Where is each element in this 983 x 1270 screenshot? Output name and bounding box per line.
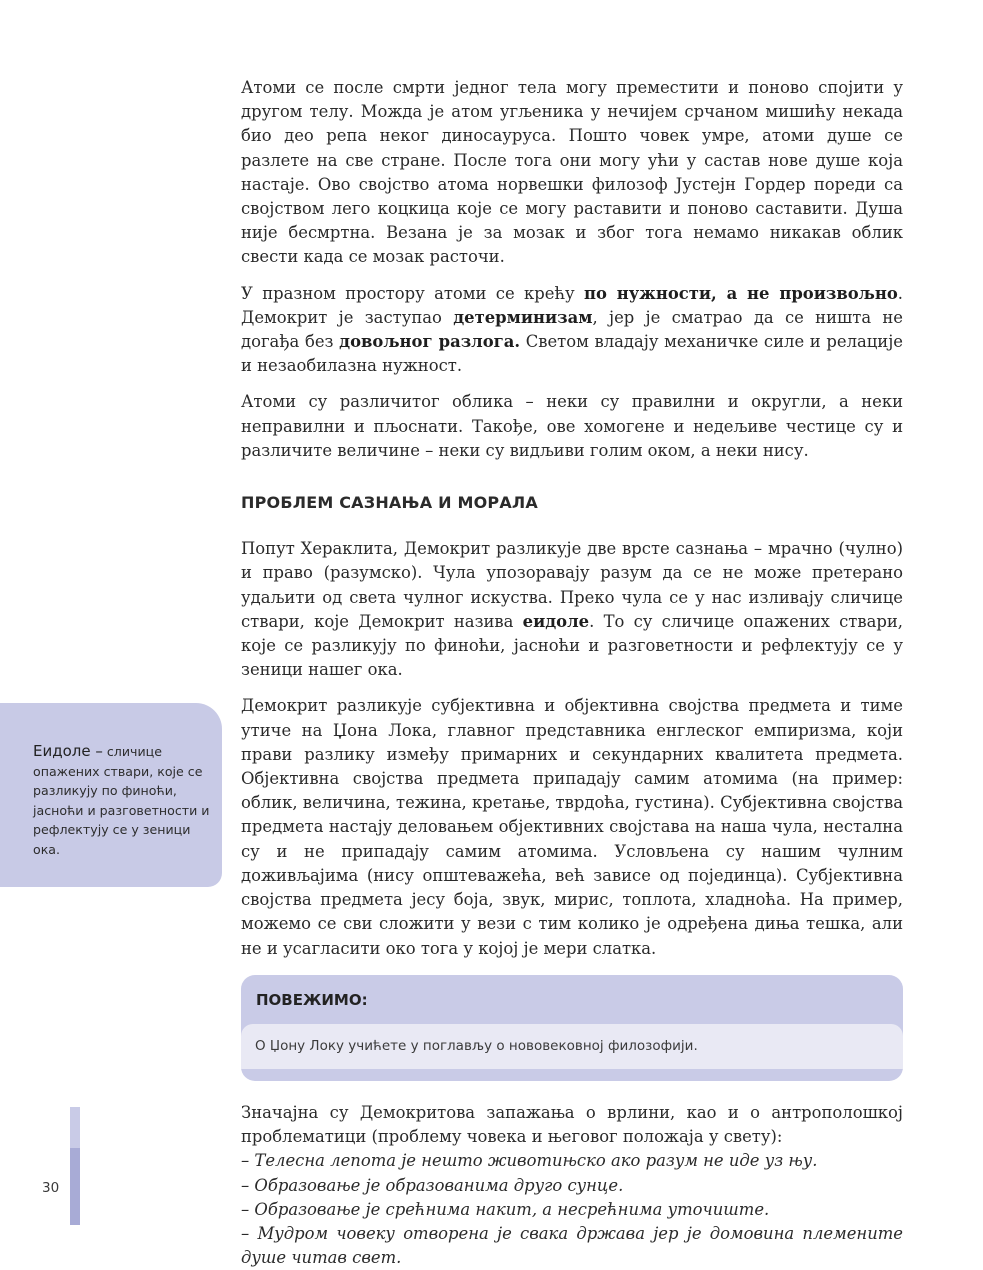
paragraph-virtue: Значајна су Демокритова запажања о врлини, као и о антрополошкој проблематици (проблему човека и његовог положаја у свету): <box>241 1102 903 1147</box>
sidebar-note <box>33 742 211 859</box>
paragraph-knowledge <box>241 537 903 682</box>
quote-item: – Образовање је срећнима накит, а несрећнима уточиште. <box>241 1199 770 1219</box>
quote-item: – Образовање је образованима друго сунце. <box>241 1175 624 1195</box>
quote-item: – Мудром човеку отворена је свака држава јер је домовина племените душе читав свет. <box>241 1223 903 1268</box>
quotes-list <box>241 1149 903 1270</box>
bold-term: по нужности, а не произвољно <box>584 283 898 303</box>
page-edge-bar-dark <box>70 1148 80 1225</box>
quote-item: – Телесна лепота је нешто животињско ако разум не иде уз њу. <box>241 1151 818 1171</box>
text-span: , јер је сматрао да се ништа не догађа без <box>241 307 904 352</box>
page-number: 30 <box>42 1180 60 1196</box>
page-edge-bar-light <box>70 1107 80 1148</box>
sidebar-definition: сличице опажених ствари, које се разликују по финоћи, јасноћи и разговетности и рефлектују се у зеници ока. <box>33 744 210 857</box>
connect-box-text: О Џону Локу учићете у поглављу о нововековној филозофији. <box>241 1024 903 1069</box>
paragraph-properties: Демокрит разликује субјективна и објективна својства предмета и тиме утиче на Џона Лока, главног представника енглеског емпиризма, који прави разлику између примарних и секундарних квалитета предмета. Објективна својства предмета припадају самим атомима (на пример: облик, величина, тежина, кретање, тврдоћа, густина). Субјективна својства предмета настају деловањем објективних својстава на наша чула, нестална су и не припадају самим атомима. Условљена су нашим чулним доживљајима (нису општеважећа, већ зависе од појединца). Субјективна својства предмета јесу боја, звук, мирис, топлота, хладноћа. На пример, можемо се сви сложити у вези с тим колико је одређена диња тешка, али не и усагласити око тога у којој је мери слатка. <box>241 696 903 958</box>
section-heading: ПРОБЛЕМ САЗНАЊА И МОРАЛА <box>241 493 538 513</box>
text-span: . Демокрит је заступао <box>241 283 903 327</box>
paragraph-atoms-after-death: Атоми се после смрти једног тела могу преместити и поново спојити у другом телу. Можда је атом угљеника у нечијем срчаном мишићу некада био део репа неког диносауруса. Пошто човек умре, атоми душе се разлете на све стране. После тога они могу ући у састав нове душе која настаје. Ово својство атома норвешки филозоф Јустејн Гордер пореди са својством лего коцкица које се могу раставити и поново саставити. Душа није бесмртна. Везана је за мозак и због тога немамо никакав облик свести када се мозак расточи. <box>241 78 903 267</box>
bold-term: детерминизам <box>453 307 593 327</box>
bold-term: еидоле <box>522 611 590 631</box>
text-span: . То су сличице опажених ствари, које се разликују по финоћи, јасноћи и разговетности и рефлектују се у зеници нашег ока. <box>241 611 903 680</box>
text-span: Светом владају механичке силе и релације и незаобилазна нужност. <box>241 332 903 376</box>
bold-term: довољног разлога. <box>339 332 521 352</box>
text-span: У празном простору атоми се крећу <box>241 283 585 303</box>
sidebar-term: Еидоле – <box>33 742 103 760</box>
text-span: Попут Хераклита, Демокрит разликује две врсте сазнања – мрачно (чулно) и право (разумско). Чула упозоравају разум да се не може претерано удаљити од света чулног искуства. Преко чула се у нас изливају сличице ствари, које Демокрит назива <box>241 539 903 631</box>
paragraph-atom-shapes: Атоми су различитог облика – неки су правилни и округли, а неки неправилни и пљоснати. Такође, ове хомогене и недељиве честице су и различите величине – неки су видљиви голим оком, а неки нису. <box>241 392 903 460</box>
connect-box <box>241 975 903 1081</box>
main-content <box>241 76 903 1270</box>
connect-box-title: ПОВЕЖИМО: <box>256 990 368 1009</box>
paragraph-determinism <box>241 282 903 379</box>
